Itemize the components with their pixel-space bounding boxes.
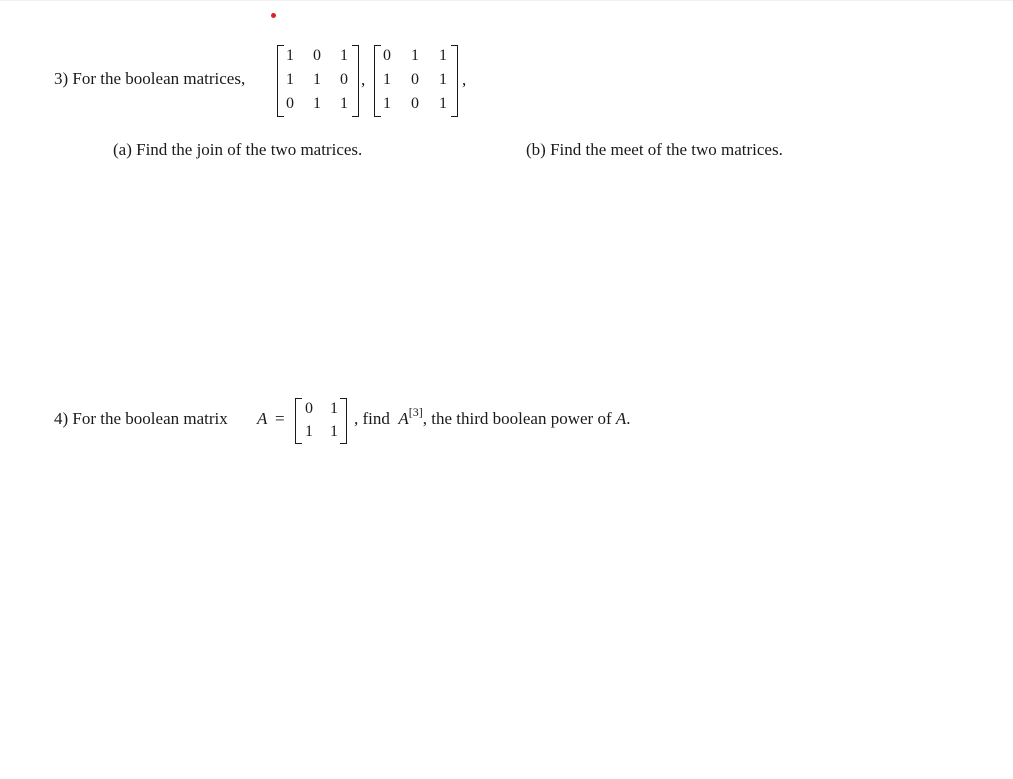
matrix-2-cell: 1 (411, 47, 419, 64)
problem-4-label: 4) For the boolean matrix (54, 409, 228, 428)
matrix-a-cell: 1 (330, 423, 338, 440)
problem-3-matrix-1 (277, 45, 359, 117)
matrix-a-cell: 1 (305, 423, 313, 440)
equals-sign: = (275, 409, 285, 428)
matrix-1-cell: 0 (286, 95, 294, 112)
problem-3-label: 3) For the boolean matrices, (54, 69, 246, 88)
problem-3-part-a: (a) Find the join of the two matrices. (113, 140, 363, 159)
matrix-1-cell: 1 (313, 71, 321, 88)
period: . (626, 409, 631, 428)
matrix-2-cell: 1 (383, 71, 391, 88)
matrix-1-cell: 1 (286, 71, 294, 88)
problem-3-matrix-2 (374, 45, 458, 117)
matrix-a-cell: 1 (330, 400, 338, 417)
matrix-2-cell: 0 (411, 95, 419, 112)
matrix-2-cell: 1 (439, 71, 447, 88)
rest-text: , the third boolean power of (422, 409, 612, 428)
matrix-2-cell: 1 (439, 95, 447, 112)
trailing-comma: , (462, 70, 467, 89)
matrix-1-cell: 1 (313, 95, 321, 112)
top-border (0, 0, 1013, 1)
matrix-2-cell: 1 (383, 95, 391, 112)
find-text: , find (354, 409, 390, 428)
rest-variable: A (615, 409, 627, 428)
problem-3-part-b: (b) Find the meet of the two matrices. (526, 140, 783, 159)
matrix-1-cell: 1 (340, 47, 348, 64)
matrix-variable-a: A (257, 409, 268, 428)
problem-4-question (354, 405, 631, 430)
matrix-2-cell: 1 (439, 47, 447, 64)
matrix-1-cell: 1 (340, 95, 348, 112)
problem-4-matrix (295, 398, 347, 444)
matrix-1-cell: 0 (340, 71, 348, 88)
matrix-a-cell: 0 (305, 400, 313, 417)
matrix-2-cell: 0 (383, 47, 391, 64)
power-variable: A (398, 409, 409, 428)
power-superscript: [3] (408, 405, 423, 419)
matrix-2-cell: 0 (411, 71, 419, 88)
matrix-1-cell: 0 (313, 47, 321, 64)
matrix-1-cell: 1 (286, 47, 294, 64)
red-marker-dot (271, 13, 276, 18)
matrix-separator-comma: , (361, 70, 366, 89)
